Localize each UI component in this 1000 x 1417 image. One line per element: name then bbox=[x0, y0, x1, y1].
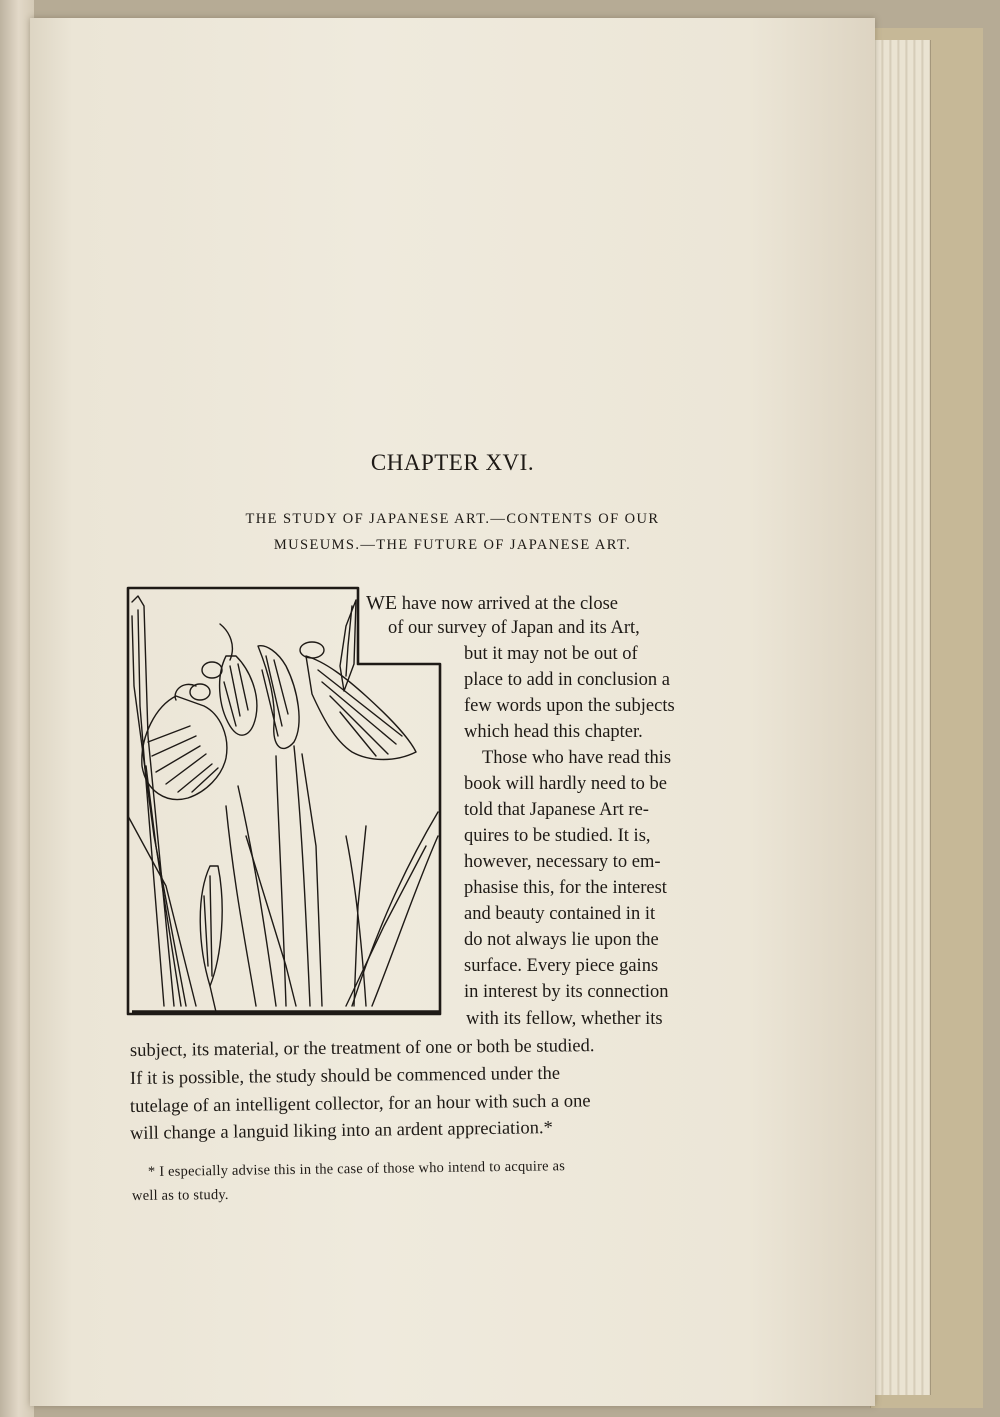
body-line: do not always lie upon the bbox=[464, 930, 659, 950]
body-line bbox=[366, 593, 618, 614]
body-line: book will hardly need to be bbox=[464, 774, 667, 794]
body-line: subject, its material, or the treatment of one or both be studied. bbox=[129, 1036, 595, 1061]
body-line: which head this chapter. bbox=[464, 722, 643, 742]
body-line: quires to be studied. It is, bbox=[464, 826, 651, 846]
facing-page-edge bbox=[0, 0, 34, 1417]
body-line: Those who have read this bbox=[482, 748, 672, 768]
chapter-subheading-line: MUSEUMS.—THE FUTURE OF JAPANESE ART. bbox=[273, 537, 632, 553]
page-content bbox=[30, 18, 875, 1406]
body-line: will change a languid liking into an ardent appreciation.* bbox=[129, 1118, 553, 1144]
body-line: tutelage of an intelligent collector, for an hour with such a one bbox=[129, 1091, 591, 1117]
opening-word: WE bbox=[366, 592, 398, 614]
body-line: surface. Every piece gains bbox=[464, 956, 659, 976]
chapter-title: CHAPTER XVI. bbox=[370, 450, 535, 475]
iris-illustration bbox=[126, 586, 442, 1018]
body-line: few words upon the subjects bbox=[464, 696, 675, 716]
body-line: place to add in conclusion a bbox=[464, 670, 671, 690]
body-line: but it may not be out of bbox=[464, 644, 638, 664]
body-line: If it is possible, the study should be commenced under the bbox=[129, 1063, 561, 1089]
body-line-text: have now arrived at the close bbox=[397, 594, 618, 614]
body-line: however, necessary to em- bbox=[464, 852, 661, 872]
book-page bbox=[30, 18, 875, 1406]
body-line: and beauty contained in it bbox=[464, 904, 656, 924]
body-line: in interest by its connection bbox=[464, 982, 669, 1002]
footnote-line: well as to study. bbox=[131, 1186, 229, 1204]
body-line: of our survey of Japan and its Art, bbox=[388, 618, 640, 638]
body-line: phasise this, for the interest bbox=[464, 878, 667, 898]
footnote-line: * I especially advise this in the case of those who intend to acquire as bbox=[147, 1158, 566, 1180]
body-line: with its fellow, whether its bbox=[466, 1009, 663, 1029]
chapter-subheading-line: THE STUDY OF JAPANESE ART.—CONTENTS OF OUR bbox=[245, 511, 660, 527]
body-line: told that Japanese Art re- bbox=[464, 800, 649, 820]
